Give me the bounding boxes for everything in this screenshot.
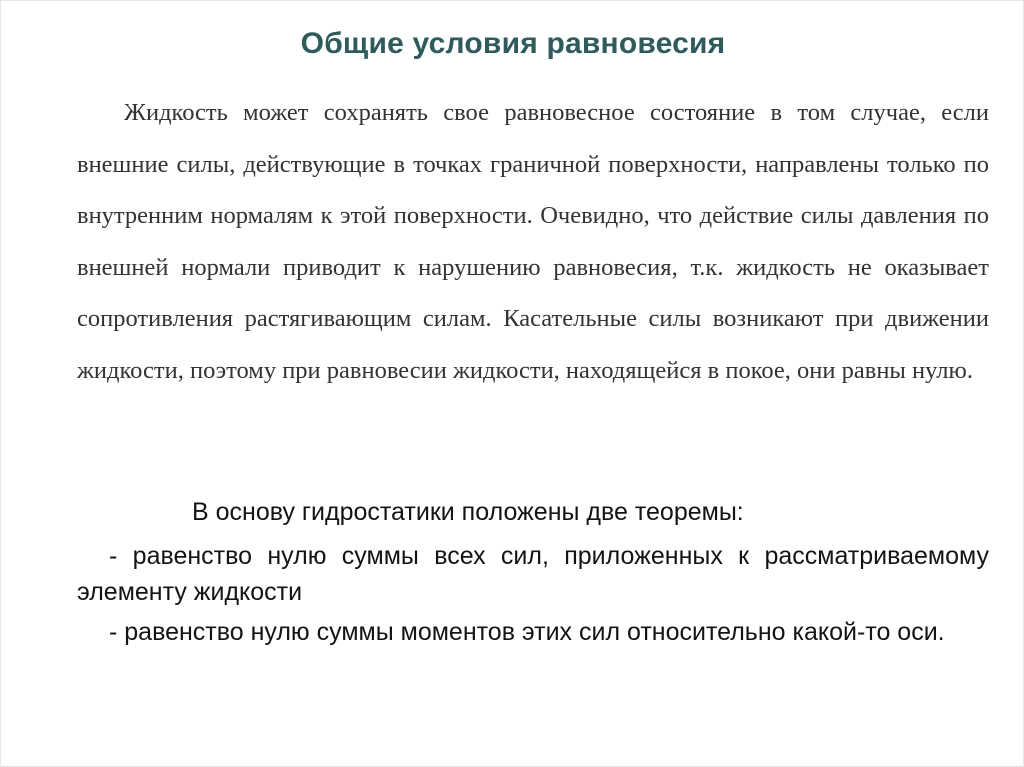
body-paragraph: Жидкость может сохранять свое равновесное состояние в том случае, если внешние силы, действующие в точках граничной поверхности, направлены только по внутренним нормалям к этой поверхности. Очевидно, что действие силы давления по внешней нормали приводит к нарушению равновесия, т.к. жидкость не оказывает сопротивления растягивающим силам. Касательные силы возникают при движении жидкости, поэтому при равновесии жидкости, находящейся в покое, они равны нулю. <box>77 99 989 384</box>
theorems-intro: В основу гидростатики положены две теоремы: <box>192 498 744 526</box>
theorem-item-forces: - равенство нулю суммы всех сил, приложенных к рассматриваемому элементу жидкости <box>77 542 989 606</box>
theorem-item-moments: - равенство нулю суммы моментов этих сил относительно какой-то оси. <box>109 618 945 646</box>
slide-title: Общие условия равновесия <box>300 27 726 60</box>
